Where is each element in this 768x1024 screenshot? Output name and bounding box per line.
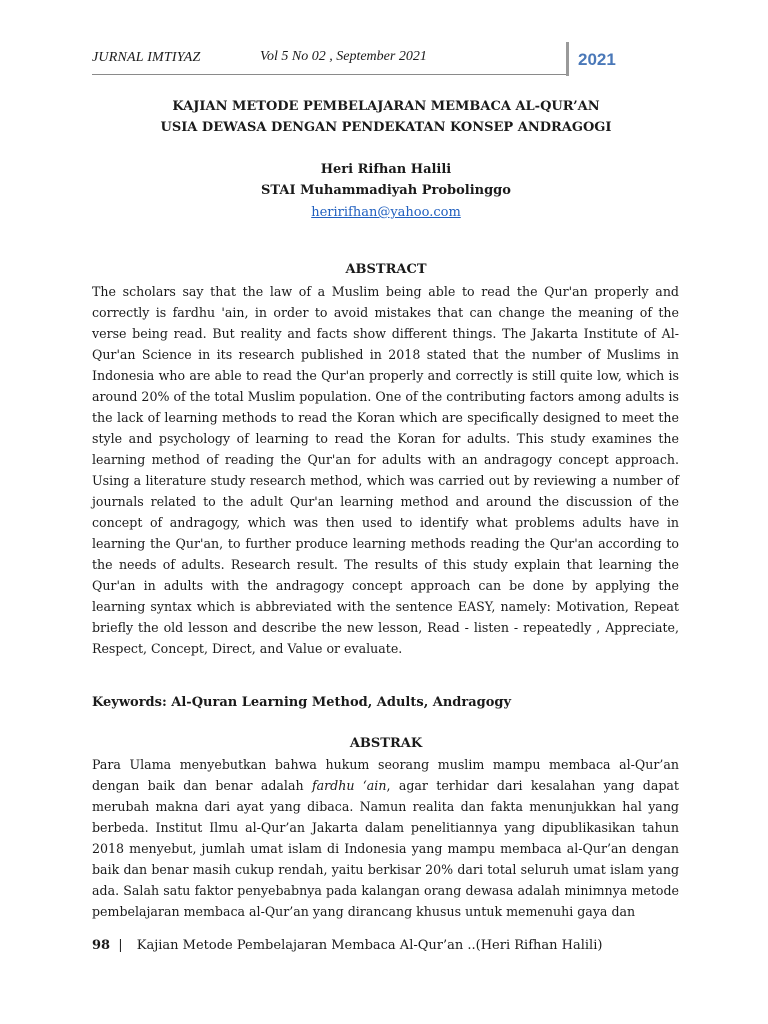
abstrak-text-part-1: Para Ulama menyebutkan bahwa hukum seorang muslim mampu membaca al-Qur’an dengan baik dan benar adalah — [92, 757, 679, 793]
footer-separator: | — [118, 938, 123, 953]
article-title — [92, 96, 680, 138]
journal-year: 2021 — [578, 50, 616, 69]
running-header — [92, 44, 680, 78]
title-line-1: KAJIAN METODE PEMBELAJARAN MEMBACA AL-QUR’AN — [172, 99, 600, 114]
abstrak-text — [92, 754, 679, 922]
abstrak-text-part-2: , agar terhidar dari kesalahan yang dapat merubah makna dari ayat yang dibaca. Namun realita dan fakta menunjukkan hal yang berbeda. Institut Ilmu al-Qur’an Jakarta dalam penelitiannya yang dipublikasikan tahun 2018 menyebut, jumlah umat islam di Indonesia yang mampu membaca al-Qur’an dengan baik dan benar masih cukup rendah, yaitu berkisar 20% dari total seluruh umat islam yang ada. Salah satu faktor penyebabnya pada kalangan orang dewasa adalah minimnya metode pembelajaran membaca al-Qur’an yang dirancang khusus untuk memenuhi gaya dan — [92, 778, 679, 919]
header-divider — [566, 42, 569, 76]
author-name: Heri Rifhan Halili — [320, 162, 452, 177]
abstrak-heading: ABSTRAK — [349, 736, 423, 751]
page-number: 98 — [92, 938, 111, 953]
author-info — [92, 159, 680, 223]
keywords: Keywords: Al-Quran Learning Method, Adults, Andragogy — [92, 695, 512, 710]
running-title: Kajian Metode Pembelajaran Membaca Al-Qur’an ..(Heri Rifhan Halili) — [136, 938, 603, 953]
journal-name: JURNAL IMTIYAZ — [92, 50, 201, 65]
journal-volume: Vol 5 No 02 , September 2021 — [260, 49, 427, 64]
author-email-link[interactable]: heririfhan@yahoo.com — [311, 205, 461, 220]
abstract-text: The scholars say that the law of a Muslim being able to read the Qur'an properly and correctly is fardhu 'ain, in order to avoid mistakes that can change the meaning of the verse being read. But reality and facts show different things. The Jakarta Institute of Al-Qur'an Science in its research published in 2018 stated that the number of Muslims in Indonesia who are able to read the Qur'an properly and correctly is still quite low, which is around 20% of the total Muslim population. One of the contributing factors among adults is the lack of learning methods to read the Koran which are specifically designed to meet the style and psychology of learning to read the Koran for adults. This study examines the learning method of reading the Qur'an for adults with an andragogy concept approach. Using a literature study research method, which was carried out by reviewing a number of journals related to the adult Qur'an learning method and around the discussion of the concept of andragogy, which was then used to identify what problems adults have in learning the Qur'an, to further produce learning methods reading the Qur'an according to the needs of adults. Research result. The results of this study explain that learning the Qur'an in adults with the andragogy concept approach can be done by applying the learning syntax which is abbreviated with the sentence EASY, namely: Motivation, Repeat briefly the old lesson and describe the new lesson, Read - listen - repeatedly , Appreciate, Respect, Concept, Direct, and Value or evaluate. — [92, 284, 679, 656]
abstrak-italic-term: fardhu ‘ain — [311, 778, 387, 793]
page-footer — [92, 938, 680, 953]
title-line-2: USIA DEWASA DENGAN PENDEKATAN KONSEP ANDRAGOGI — [160, 120, 612, 135]
abstract-heading: ABSTRACT — [345, 262, 427, 277]
header-rule — [92, 74, 566, 75]
author-affiliation: STAI Muhammadiyah Probolinggo — [261, 183, 511, 198]
